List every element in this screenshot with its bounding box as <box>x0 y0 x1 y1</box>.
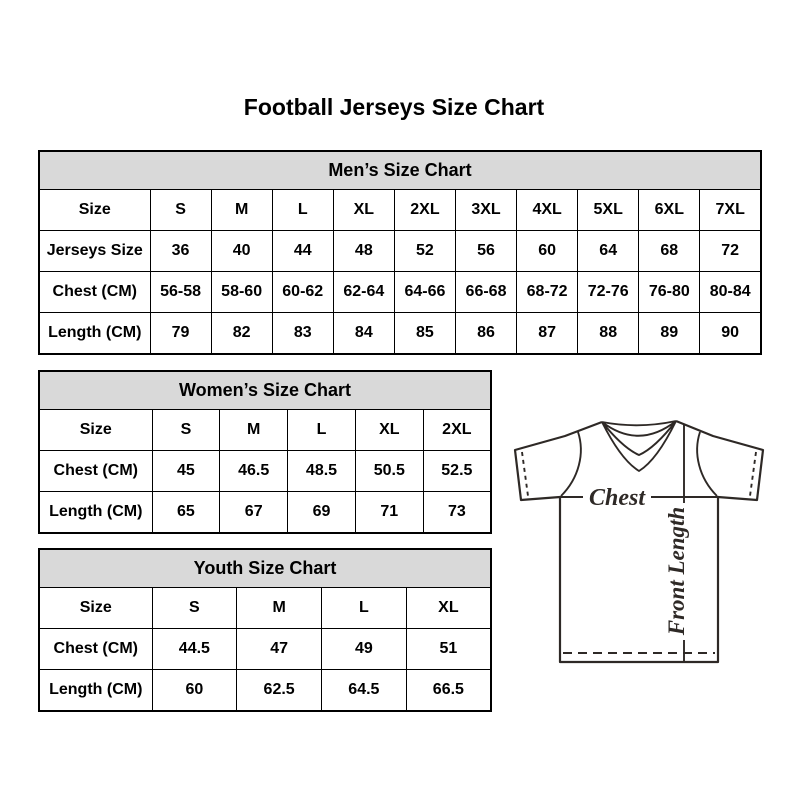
table-cell: 51 <box>406 629 491 670</box>
table-row <box>39 492 491 534</box>
table-cell: M <box>220 410 288 451</box>
table-cell: 82 <box>211 313 272 355</box>
table-cell: L <box>272 190 333 231</box>
table-cell: 60-62 <box>272 272 333 313</box>
table-cell: 48 <box>333 231 394 272</box>
jersey-collar-path <box>602 421 676 471</box>
womens-table-body <box>39 410 491 534</box>
table-cell: 90 <box>700 313 761 355</box>
table-row <box>39 190 761 231</box>
table-cell: 44 <box>272 231 333 272</box>
table-cell: 85 <box>394 313 455 355</box>
table-cell: XL <box>355 410 423 451</box>
table-cell: 44.5 <box>152 629 237 670</box>
table-cell: 64-66 <box>394 272 455 313</box>
table-cell: 87 <box>517 313 578 355</box>
table-cell: XL <box>333 190 394 231</box>
table-cell: 84 <box>333 313 394 355</box>
womens-table-title: Women’s Size Chart <box>39 371 491 410</box>
table-cell: 68-72 <box>517 272 578 313</box>
table-row <box>39 670 491 712</box>
table-cell: 88 <box>578 313 639 355</box>
table-cell: M <box>237 588 322 629</box>
table-title-row <box>39 151 761 190</box>
table-cell: 56-58 <box>150 272 211 313</box>
table-row <box>39 272 761 313</box>
row-label: Chest (CM) <box>39 629 152 670</box>
table-cell: 52.5 <box>423 451 491 492</box>
table-cell: 2XL <box>423 410 491 451</box>
front-length-label: Front Length <box>664 506 689 636</box>
table-cell: 62.5 <box>237 670 322 712</box>
table-title-row <box>39 549 491 588</box>
womens-size-table <box>38 370 492 534</box>
table-row <box>39 231 761 272</box>
table-cell: XL <box>406 588 491 629</box>
table-cell: 83 <box>272 313 333 355</box>
table-cell: 5XL <box>578 190 639 231</box>
table-cell: 64.5 <box>322 670 407 712</box>
mens-size-table <box>38 150 762 355</box>
table-cell: 36 <box>150 231 211 272</box>
row-label: Length (CM) <box>39 313 150 355</box>
table-cell: 71 <box>355 492 423 534</box>
row-label: Size <box>39 588 152 629</box>
table-cell: 72 <box>700 231 761 272</box>
table-cell: S <box>152 410 220 451</box>
cuff-dash-right <box>750 452 756 496</box>
table-cell: 89 <box>639 313 700 355</box>
row-label: Size <box>39 190 150 231</box>
table-cell: 86 <box>455 313 516 355</box>
table-cell: 45 <box>152 451 220 492</box>
row-label: Chest (CM) <box>39 451 152 492</box>
table-cell: 2XL <box>394 190 455 231</box>
table-cell: 60 <box>517 231 578 272</box>
table-cell: 66-68 <box>455 272 516 313</box>
row-label: Length (CM) <box>39 670 152 712</box>
table-cell: 80-84 <box>700 272 761 313</box>
mens-table-body <box>39 190 761 355</box>
table-cell: 68 <box>639 231 700 272</box>
row-label: Chest (CM) <box>39 272 150 313</box>
table-cell: 60 <box>152 670 237 712</box>
table-cell: 7XL <box>700 190 761 231</box>
jersey-diagram <box>505 408 775 668</box>
row-label: Size <box>39 410 152 451</box>
table-cell: 72-76 <box>578 272 639 313</box>
table-cell: 6XL <box>639 190 700 231</box>
sleeve-seam-right <box>697 432 717 496</box>
table-cell: 56 <box>455 231 516 272</box>
table-cell: 64 <box>578 231 639 272</box>
sleeve-seam-left <box>561 432 581 496</box>
table-row <box>39 410 491 451</box>
table-cell: 58-60 <box>211 272 272 313</box>
youth-size-table <box>38 548 492 712</box>
page-title: Football Jerseys Size Chart <box>243 94 545 120</box>
table-cell: 66.5 <box>406 670 491 712</box>
jersey-outline-path <box>515 421 763 662</box>
table-cell: 46.5 <box>220 451 288 492</box>
chest-label: Chest <box>588 485 646 511</box>
table-cell: 48.5 <box>288 451 356 492</box>
table-row <box>39 629 491 670</box>
table-title-row <box>39 371 491 410</box>
cuff-dash-left <box>522 452 528 496</box>
table-cell: L <box>288 410 356 451</box>
table-cell: 52 <box>394 231 455 272</box>
table-row <box>39 451 491 492</box>
table-cell: 40 <box>211 231 272 272</box>
table-cell: 3XL <box>455 190 516 231</box>
table-cell: 67 <box>220 492 288 534</box>
table-row <box>39 313 761 355</box>
table-cell: S <box>152 588 237 629</box>
table-cell: 47 <box>237 629 322 670</box>
table-cell: S <box>150 190 211 231</box>
table-cell: 76-80 <box>639 272 700 313</box>
table-cell: L <box>322 588 407 629</box>
youth-table-body <box>39 588 491 712</box>
table-cell: 79 <box>150 313 211 355</box>
table-cell: 69 <box>288 492 356 534</box>
table-cell: 62-64 <box>333 272 394 313</box>
mens-table-title: Men’s Size Chart <box>39 151 761 190</box>
row-label: Length (CM) <box>39 492 152 534</box>
table-cell: 65 <box>152 492 220 534</box>
table-cell: 4XL <box>517 190 578 231</box>
table-cell: M <box>211 190 272 231</box>
table-cell: 73 <box>423 492 491 534</box>
youth-table-title: Youth Size Chart <box>39 549 491 588</box>
table-cell: 49 <box>322 629 407 670</box>
table-cell: 50.5 <box>355 451 423 492</box>
table-row <box>39 588 491 629</box>
row-label: Jerseys Size <box>39 231 150 272</box>
